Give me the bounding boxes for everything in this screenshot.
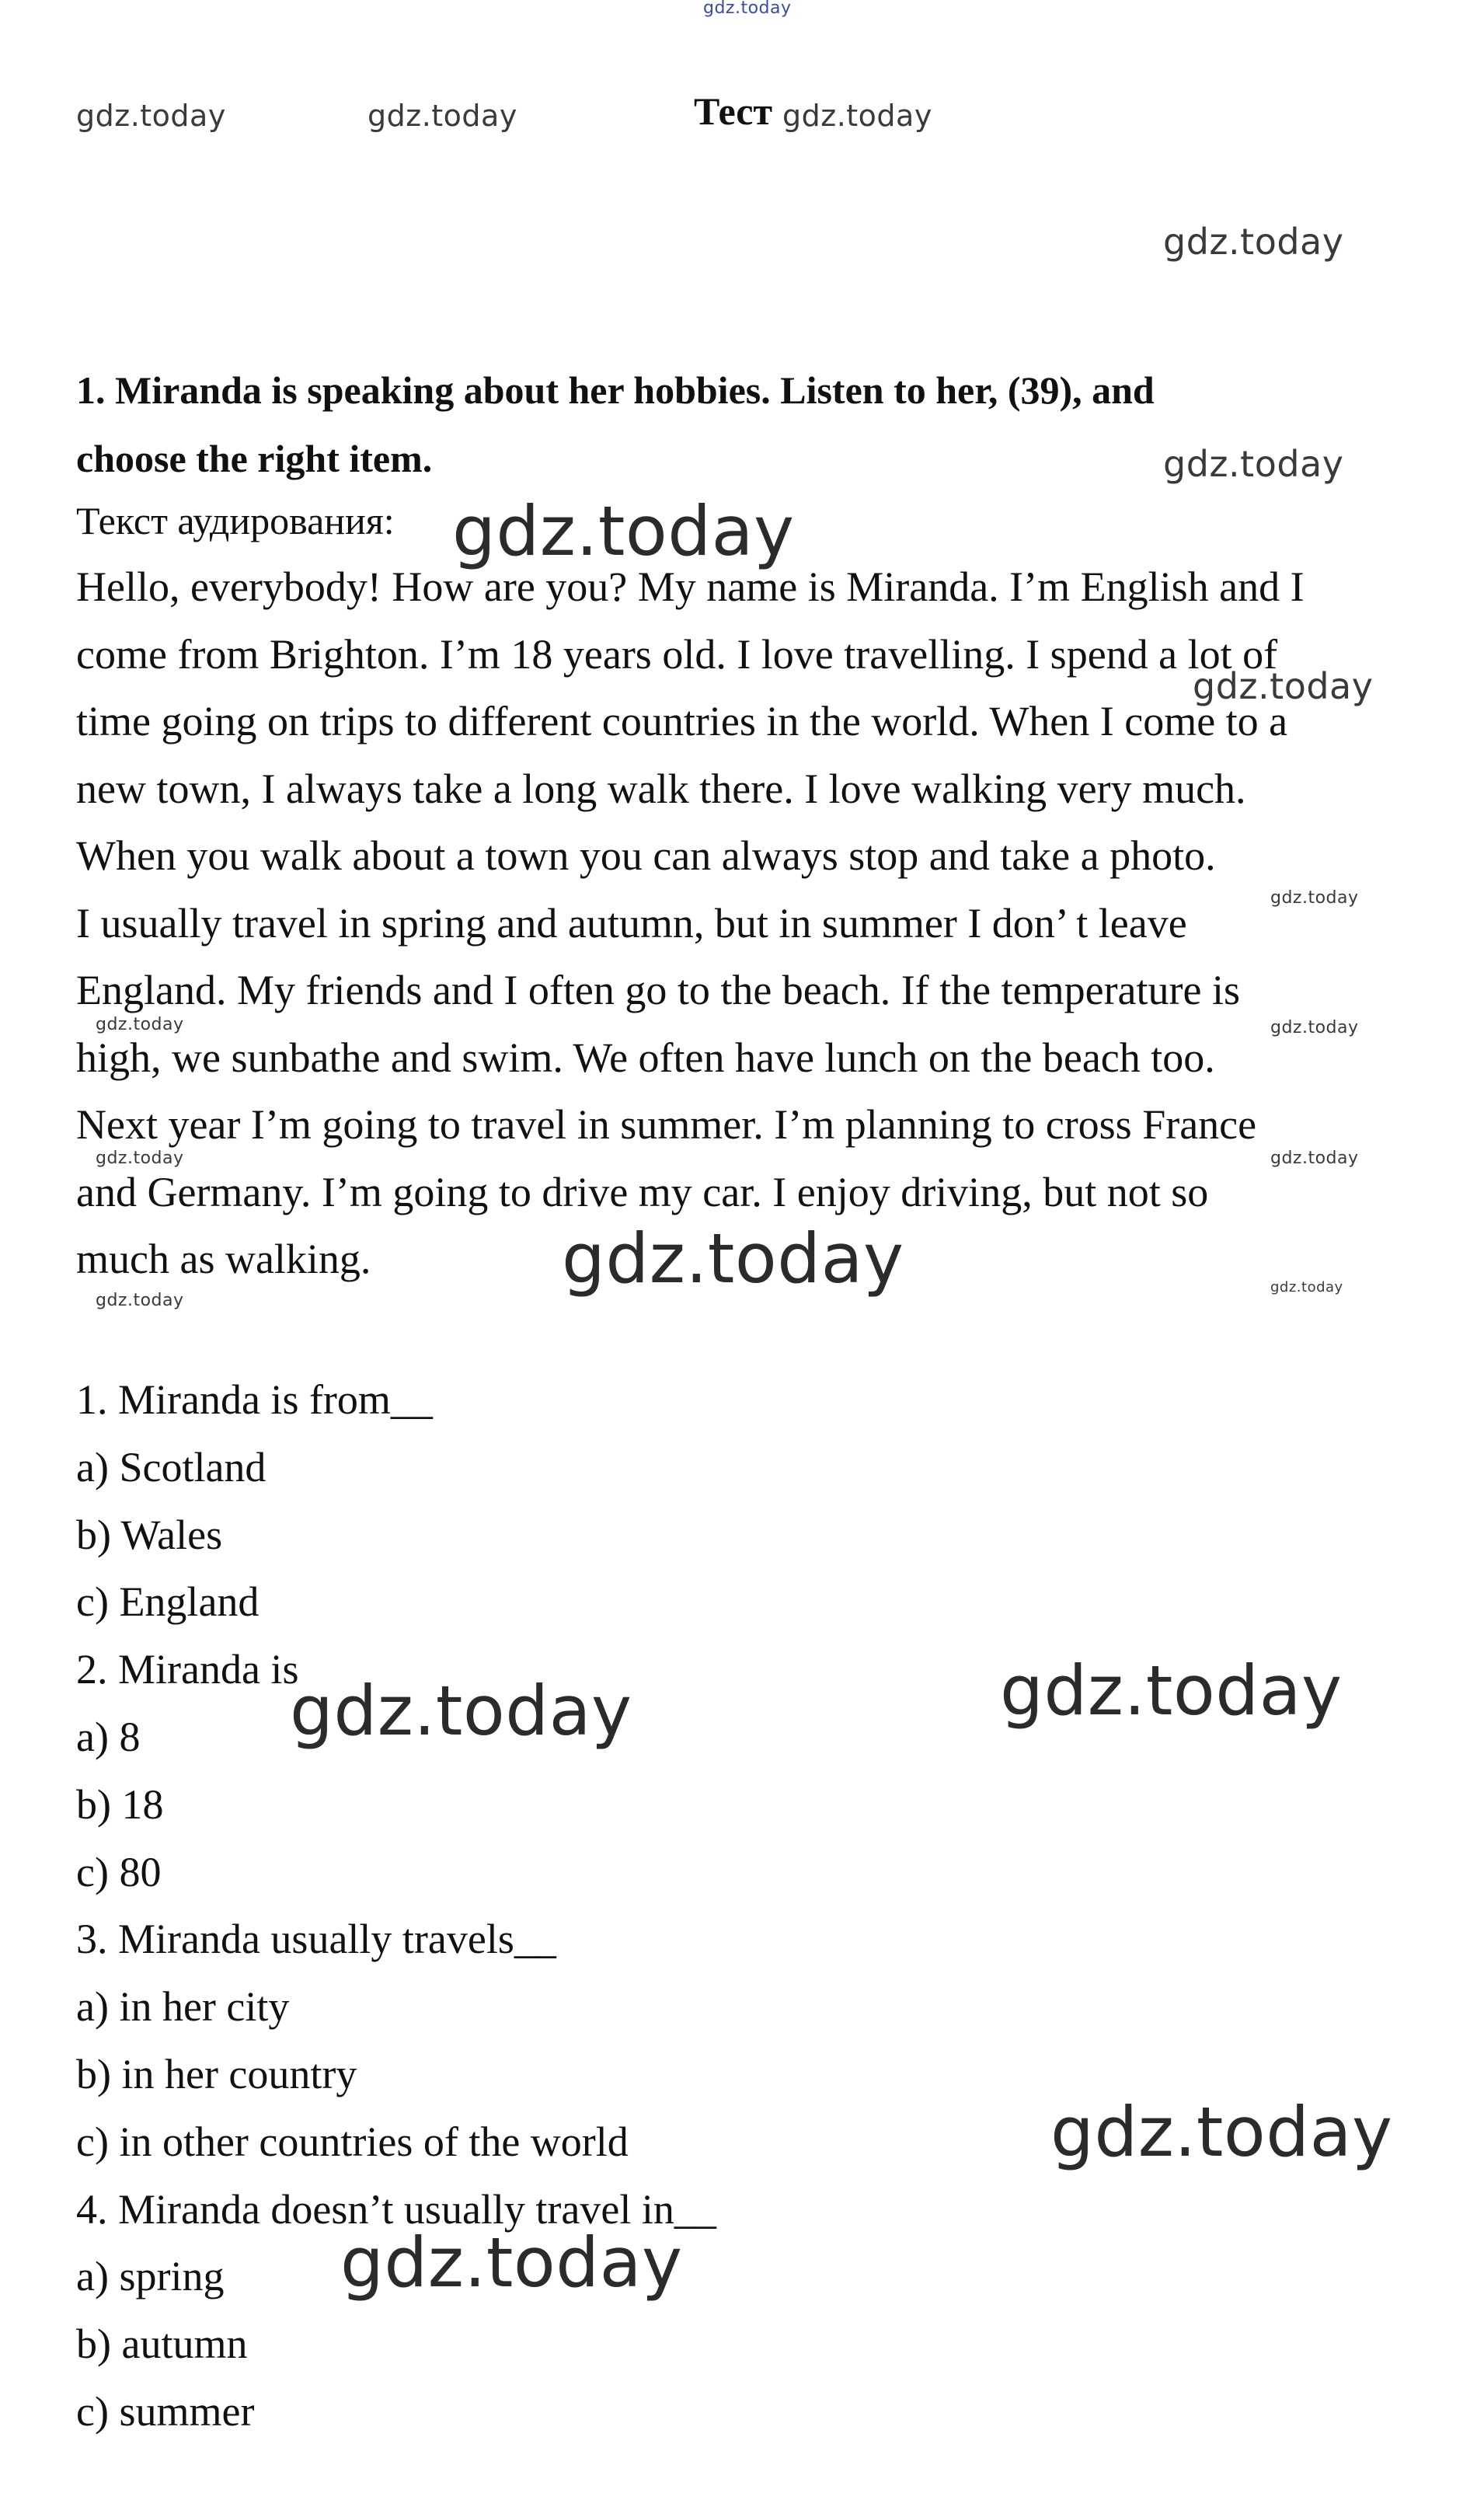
listening-passage xyxy=(76,553,1428,1299)
page-title: Тест xyxy=(694,89,773,133)
question-3-option-a: a) in her city xyxy=(76,1983,290,2031)
question-1-option-c: c) England xyxy=(76,1578,260,1626)
watermark: gdz.today xyxy=(368,99,517,133)
watermark: gdz.today xyxy=(340,2223,683,2303)
passage-line: I usually travel in spring and autumn, but in summer I don’ t leave xyxy=(76,899,1187,947)
task-heading-line: choose the right item. xyxy=(76,437,433,480)
watermark: gdz.today xyxy=(782,99,932,133)
passage-line: Next year I’m going to travel in summer. I’m planning to cross France xyxy=(76,1101,1257,1148)
listening-label: Текст аудирования: xyxy=(76,499,395,542)
watermark: gdz.today xyxy=(1163,221,1344,263)
question-4-option-c: c) summer xyxy=(76,2387,255,2435)
task-heading-line: 1. Miranda is speaking about her hobbies. Listen to her, (39), and xyxy=(76,368,1155,412)
passage-line: When you walk about a town you can always stop and take a photo. xyxy=(76,832,1216,879)
watermark: gdz.today xyxy=(96,1149,184,1168)
question-2-option-c: c) 80 xyxy=(76,1848,162,1895)
passage-line: new town, I always take a long walk there. I love walking very much. xyxy=(76,765,1246,812)
watermark: gdz.today xyxy=(76,99,226,133)
question-1-option-a: a) Scotland xyxy=(76,1443,266,1491)
passage-line: come from Brighton. I’m 18 years old. I love travelling. I spend a lot of xyxy=(76,630,1278,678)
watermark: gdz.today xyxy=(290,1671,632,1751)
watermark: gdz.today xyxy=(1270,1018,1359,1037)
question-4-option-a: a) spring xyxy=(76,2253,225,2300)
watermark: gdz.today xyxy=(1270,1279,1343,1295)
question-3-option-b: b) in her country xyxy=(76,2050,357,2097)
watermark: gdz.today xyxy=(1270,888,1359,908)
question-1: 1. Miranda is from__ xyxy=(76,1376,433,1423)
watermark: gdz.today xyxy=(1270,1149,1359,1168)
question-2-option-a: a) 8 xyxy=(76,1713,141,1760)
watermark: gdz.today xyxy=(562,1219,904,1299)
watermark: gdz.today xyxy=(452,491,795,571)
watermark: gdz.today xyxy=(1163,443,1344,485)
passage-line: Hello, everybody! How are you? My name is Miranda. I’m English and I xyxy=(76,563,1305,610)
watermark: gdz.today xyxy=(96,1291,184,1310)
passage-line: much as walking. xyxy=(76,1236,371,1282)
question-2: 2. Miranda is xyxy=(76,1646,299,1693)
question-3-option-c: c) in other countries of the world xyxy=(76,2118,629,2165)
watermark: gdz.today xyxy=(1000,1651,1343,1731)
passage-line: high, we sunbathe and swim. We often have lunch on the beach too. xyxy=(76,1034,1215,1081)
watermark: gdz.today xyxy=(96,1015,184,1034)
task-heading xyxy=(76,356,1397,493)
watermark: gdz.today xyxy=(1050,2092,1393,2172)
question-4-option-b: b) autumn xyxy=(76,2320,248,2368)
passage-line: time going on trips to different countries in the world. When I come to a xyxy=(76,698,1288,744)
question-2-option-b: b) 18 xyxy=(76,1780,164,1828)
watermark: gdz.today xyxy=(703,0,792,18)
question-list xyxy=(76,1366,716,2446)
passage-line: and Germany. I’m going to drive my car. I enjoy driving, but not so xyxy=(76,1168,1209,1215)
question-3: 3. Miranda usually travels__ xyxy=(76,1916,556,1963)
question-4: 4. Miranda doesn’t usually travel in__ xyxy=(76,2185,716,2233)
watermark: gdz.today xyxy=(1193,665,1374,707)
passage-line: England. My friends and I often go to the beach. If the temperature is xyxy=(76,967,1240,1013)
question-1-option-b: b) Wales xyxy=(76,1511,223,1558)
